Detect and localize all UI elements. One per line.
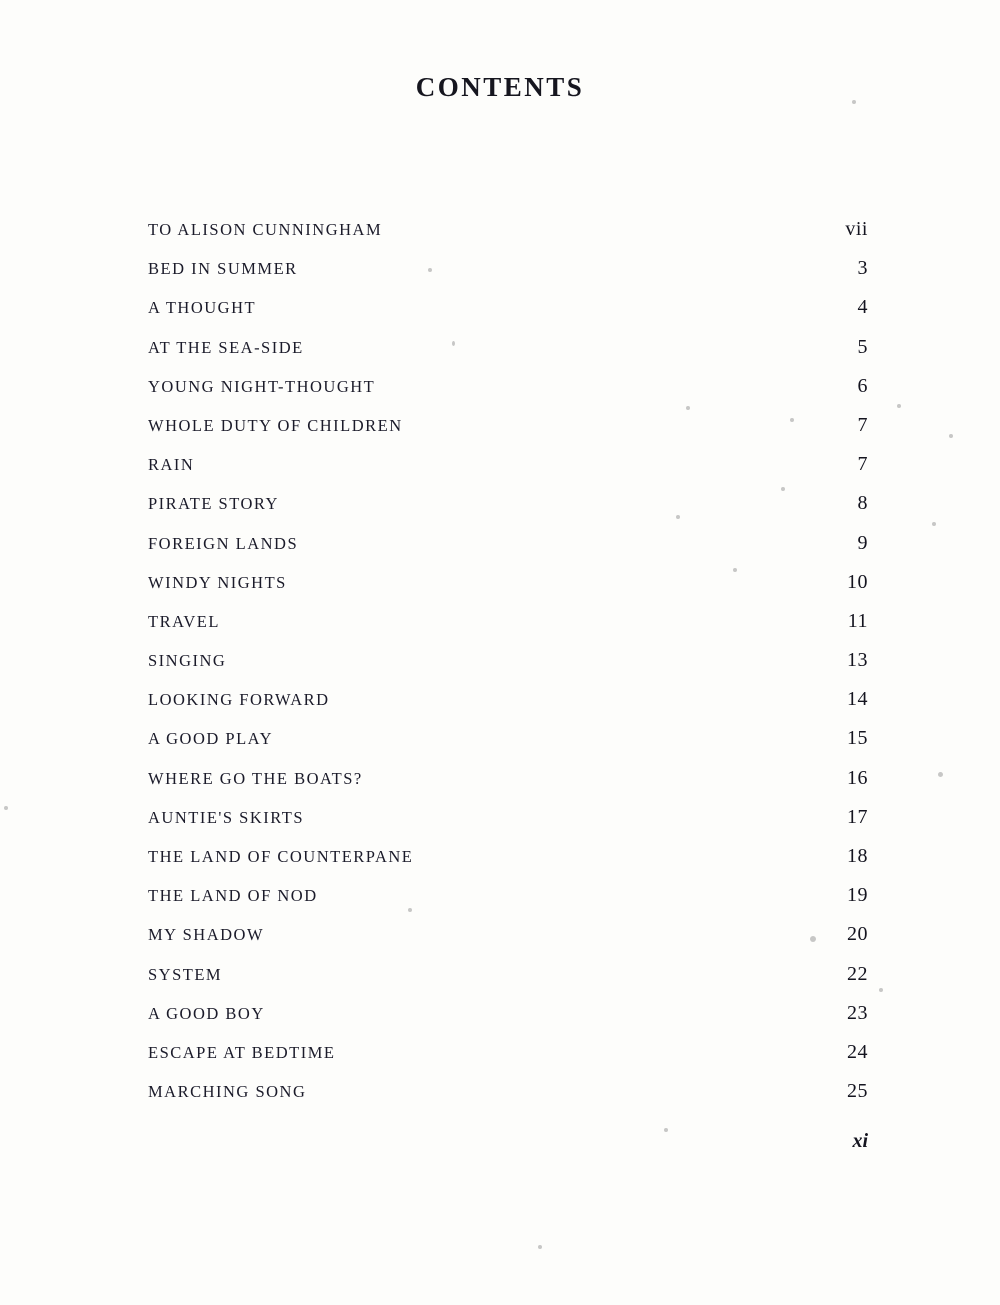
toc-entry-page: 7: [857, 413, 868, 436]
toc-row[interactable]: [148, 1041, 868, 1080]
toc-row[interactable]: [148, 884, 868, 923]
toc-entry-title: WHOLE DUTY OF CHILDREN: [148, 415, 403, 435]
toc-entry-title: THE LAND OF COUNTERPANE: [148, 847, 414, 866]
toc-entry-page: 16: [847, 766, 868, 789]
toc-entry-page: 23: [847, 1001, 868, 1024]
toc-row[interactable]: [148, 414, 868, 453]
toc-entry-page: 13: [847, 649, 868, 672]
toc-entry-title: A GOOD PLAY: [148, 729, 273, 749]
toc-row[interactable]: [148, 767, 868, 806]
scan-speck: [428, 268, 432, 272]
toc-entry-title: ESCAPE AT BEDTIME: [148, 1042, 336, 1062]
scan-speck: [810, 936, 816, 942]
toc-entry-title: TO ALISON CUNNINGHAM: [148, 220, 383, 239]
toc-row[interactable]: [148, 1080, 868, 1119]
toc-entry-page: 24: [847, 1040, 868, 1063]
toc-entry-title: YOUNG NIGHT-THOUGHT: [148, 376, 376, 396]
scan-speck: [897, 404, 901, 408]
toc-entry-title: TRAVEL: [148, 611, 220, 631]
toc-row[interactable]: [148, 571, 868, 610]
toc-entry-page: 22: [847, 962, 868, 985]
toc-entry-page: 6: [857, 374, 868, 397]
toc-row[interactable]: [148, 453, 868, 492]
toc-entry-title: BED IN SUMMER: [148, 259, 298, 279]
scan-speck: [879, 988, 883, 992]
toc-entry-title: AUNTIE'S SKIRTS: [148, 807, 305, 827]
toc-entry-page: 4: [857, 296, 868, 319]
toc-entry-page: 7: [857, 453, 868, 476]
toc-entry-page: 10: [847, 570, 868, 593]
page-title: CONTENTS: [415, 72, 585, 102]
toc-entry-title: AT THE SEA-SIDE: [148, 337, 304, 357]
toc-entry-page: 14: [847, 688, 868, 711]
scan-speck: [949, 434, 953, 438]
toc-entry-title: A THOUGHT: [148, 298, 257, 318]
toc-entry-page: vii: [845, 218, 868, 240]
toc-entry-title: THE LAND OF NOD: [148, 886, 318, 906]
toc-entry-page: 15: [847, 727, 868, 750]
scan-speck: [790, 418, 794, 422]
toc-row[interactable]: [148, 492, 868, 531]
scan-speck: [686, 406, 690, 410]
toc-row[interactable]: [148, 727, 868, 766]
scan-speck: [676, 515, 680, 519]
toc-row[interactable]: [148, 257, 868, 296]
toc-row[interactable]: [148, 296, 868, 335]
toc-entry-page: 18: [847, 845, 868, 867]
toc-entry-title: A GOOD BOY: [148, 1003, 265, 1023]
toc-row[interactable]: [148, 688, 868, 727]
toc-entry-title: FOREIGN LANDS: [148, 533, 299, 553]
toc-row[interactable]: [148, 375, 868, 414]
scan-speck: [664, 1128, 668, 1132]
toc-entry-page: 8: [857, 492, 868, 515]
toc-entry-title: SINGING: [148, 651, 227, 671]
toc-row[interactable]: [148, 336, 868, 375]
toc-entry-title: RAIN: [148, 455, 195, 475]
scan-speck: [733, 568, 737, 572]
scan-speck: [932, 522, 936, 526]
scan-speck: [4, 806, 8, 810]
toc-entry-page: 9: [857, 531, 868, 554]
scan-speck: [938, 772, 943, 777]
toc-row[interactable]: [148, 806, 868, 845]
toc-row[interactable]: [148, 218, 868, 257]
toc-entry-title: PIRATE STORY: [148, 494, 279, 514]
toc-row[interactable]: [148, 649, 868, 688]
toc-entry-title: LOOKING FORWARD: [148, 690, 330, 710]
scan-speck: [452, 341, 455, 346]
toc-entry-title: WINDY NIGHTS: [148, 572, 287, 592]
toc-entry-title: MY SHADOW: [148, 925, 265, 945]
table-of-contents: [148, 218, 868, 1119]
toc-row[interactable]: [148, 610, 868, 649]
toc-row[interactable]: [148, 845, 868, 884]
toc-row[interactable]: [148, 532, 868, 571]
toc-entry-page: 3: [857, 257, 868, 280]
page-folio: xi: [852, 1130, 868, 1152]
toc-entry-page: 11: [847, 609, 868, 632]
toc-entry-page: 20: [847, 923, 868, 946]
toc-entry-title: SYSTEM: [148, 964, 223, 984]
toc-entry-title: WHERE GO THE BOATS?: [148, 768, 363, 788]
toc-entry-page: 17: [847, 805, 868, 828]
scan-speck: [408, 908, 412, 912]
scan-speck: [852, 100, 856, 104]
toc-entry-page: 25: [847, 1080, 868, 1103]
toc-row[interactable]: [148, 923, 868, 962]
toc-entry-page: 19: [847, 884, 868, 907]
scan-speck: [538, 1245, 542, 1249]
scan-speck: [781, 487, 785, 491]
toc-entry-page: 5: [857, 335, 868, 358]
toc-row[interactable]: [148, 1002, 868, 1041]
toc-row[interactable]: [148, 963, 868, 1002]
toc-entry-title: MARCHING SONG: [148, 1082, 307, 1102]
